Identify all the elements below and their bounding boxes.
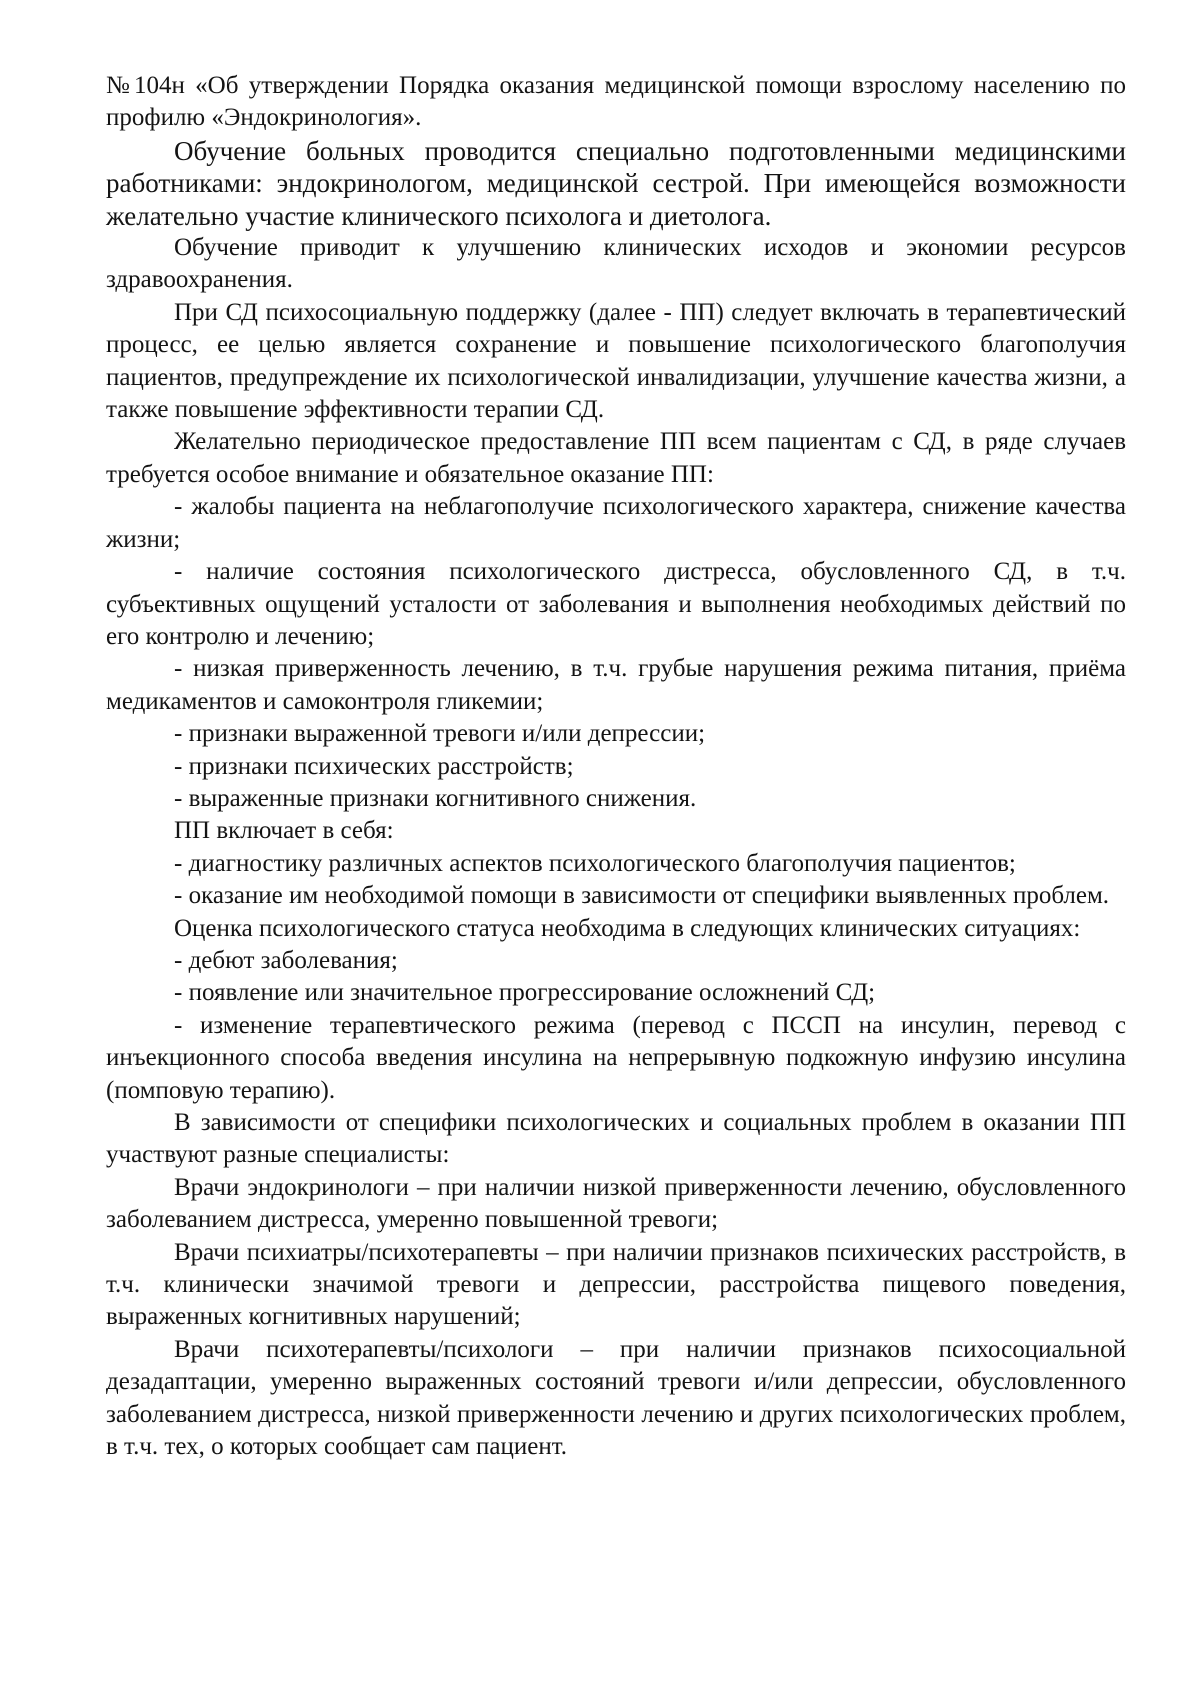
paragraph-psychosocial-support: При СД психосоциальную поддержку (далее - ПП) следует включать в терапевтический процесс, ее целью является сохранение и повышение психологического благополучия пациентов, предупреждение их психологической инвалидизации, улучшение качества жизни, а также повышение эффективности терапии СД. [106, 298, 1126, 424]
paragraph-education-outcomes: Обучение приводит к улучшению клинических исходов и экономии ресурсов здравоохранения. [106, 234, 1126, 294]
list-item-disease-onset: - дебют заболевания; [174, 946, 398, 974]
paragraph-psychologists: Врачи психотерапевты/психологи – при наличии признаков психосоциальной дезадаптации, умеренно выраженных состояний тревоги и/или депрессии, обусловленного заболеванием дистресса, низкой приверженности лечению и других психологических проблем, в т.ч. тех, о которых сообщает сам пациент. [106, 1335, 1126, 1461]
list-item-anxiety-depression: - признаки выраженной тревоги и/или депрессии; [174, 720, 706, 748]
list-item-mental-disorders: - признаки психических расстройств; [174, 752, 574, 780]
list-item-cognitive-decline: - выраженные признаки когнитивного снижения. [174, 784, 697, 812]
list-item-therapy-change: - изменение терапевтического режима (перевод с ПССП на инсулин, перевод с инъекционного способа введения инсулина на непрерывную подкожную инфузию инсулина (помповую терапию). [106, 1011, 1126, 1104]
paragraph-support-includes: ПП включает в себя: [174, 817, 394, 845]
paragraph-endocrinologists: Врачи эндокринологи – при наличии низкой приверженности лечению, обусловленного заболеванием дистресса, умеренно повышенной тревоги; [106, 1173, 1126, 1234]
document-page [106, 70, 1126, 1463]
list-item-complaints: - жалобы пациента на неблагополучие психологического характера, снижение качества жизни; [106, 493, 1126, 553]
paragraph-psychiatrists: Врачи психиатры/психотерапевты – при наличии признаков психических расстройств, в т.ч. клинически значимой тревоги и депрессии, расстройства пищевого поведения, выраженных когнитивных нарушений; [106, 1238, 1126, 1331]
list-item-complications: - появление или значительное прогрессирование осложнений СД; [174, 979, 876, 1007]
paragraph-specialists: В зависимости от специфики психологических и социальных проблем в оказании ПП участвуют разные специалисты: [106, 1109, 1126, 1169]
paragraph-periodic-support: Желательно периодическое предоставление ПП всем пациентам с СД, в ряде случаев требуется особое внимание и обязательное оказание ПП: [106, 428, 1126, 488]
list-item-distress: - наличие состояния психологического дистресса, обусловленного СД, в т.ч. субъективных ощущений усталости от заболевания и выполнения необходимых действий по его контролю и лечению; [106, 558, 1126, 650]
paragraph-order-reference: №104н «Об утверждении Порядка оказания медицинской помощи взрослому населению по профилю «Эндокринология». [106, 72, 1126, 132]
paragraph-patient-education: Обучение больных проводится специально подготовленными медицинскими работниками: эндокринологом, медицинской сестрой. При имеющейся возможности желательно участие клинического психолога и диетолога. [106, 135, 1126, 231]
paragraph-status-assessment: Оценка психологического статуса необходима в следующих клинических ситуациях: [174, 914, 1081, 942]
list-item-low-adherence: - низкая приверженность лечению, в т.ч. грубые нарушения режима питания, приёма медикаментов и самоконтроля гликемии; [106, 655, 1126, 715]
list-item-assistance: - оказание им необходимой помощи в зависимости от специфики выявленных проблем. [174, 882, 1110, 910]
list-item-diagnostics: - диагностику различных аспектов психологического благополучия пациентов; [174, 849, 1016, 877]
